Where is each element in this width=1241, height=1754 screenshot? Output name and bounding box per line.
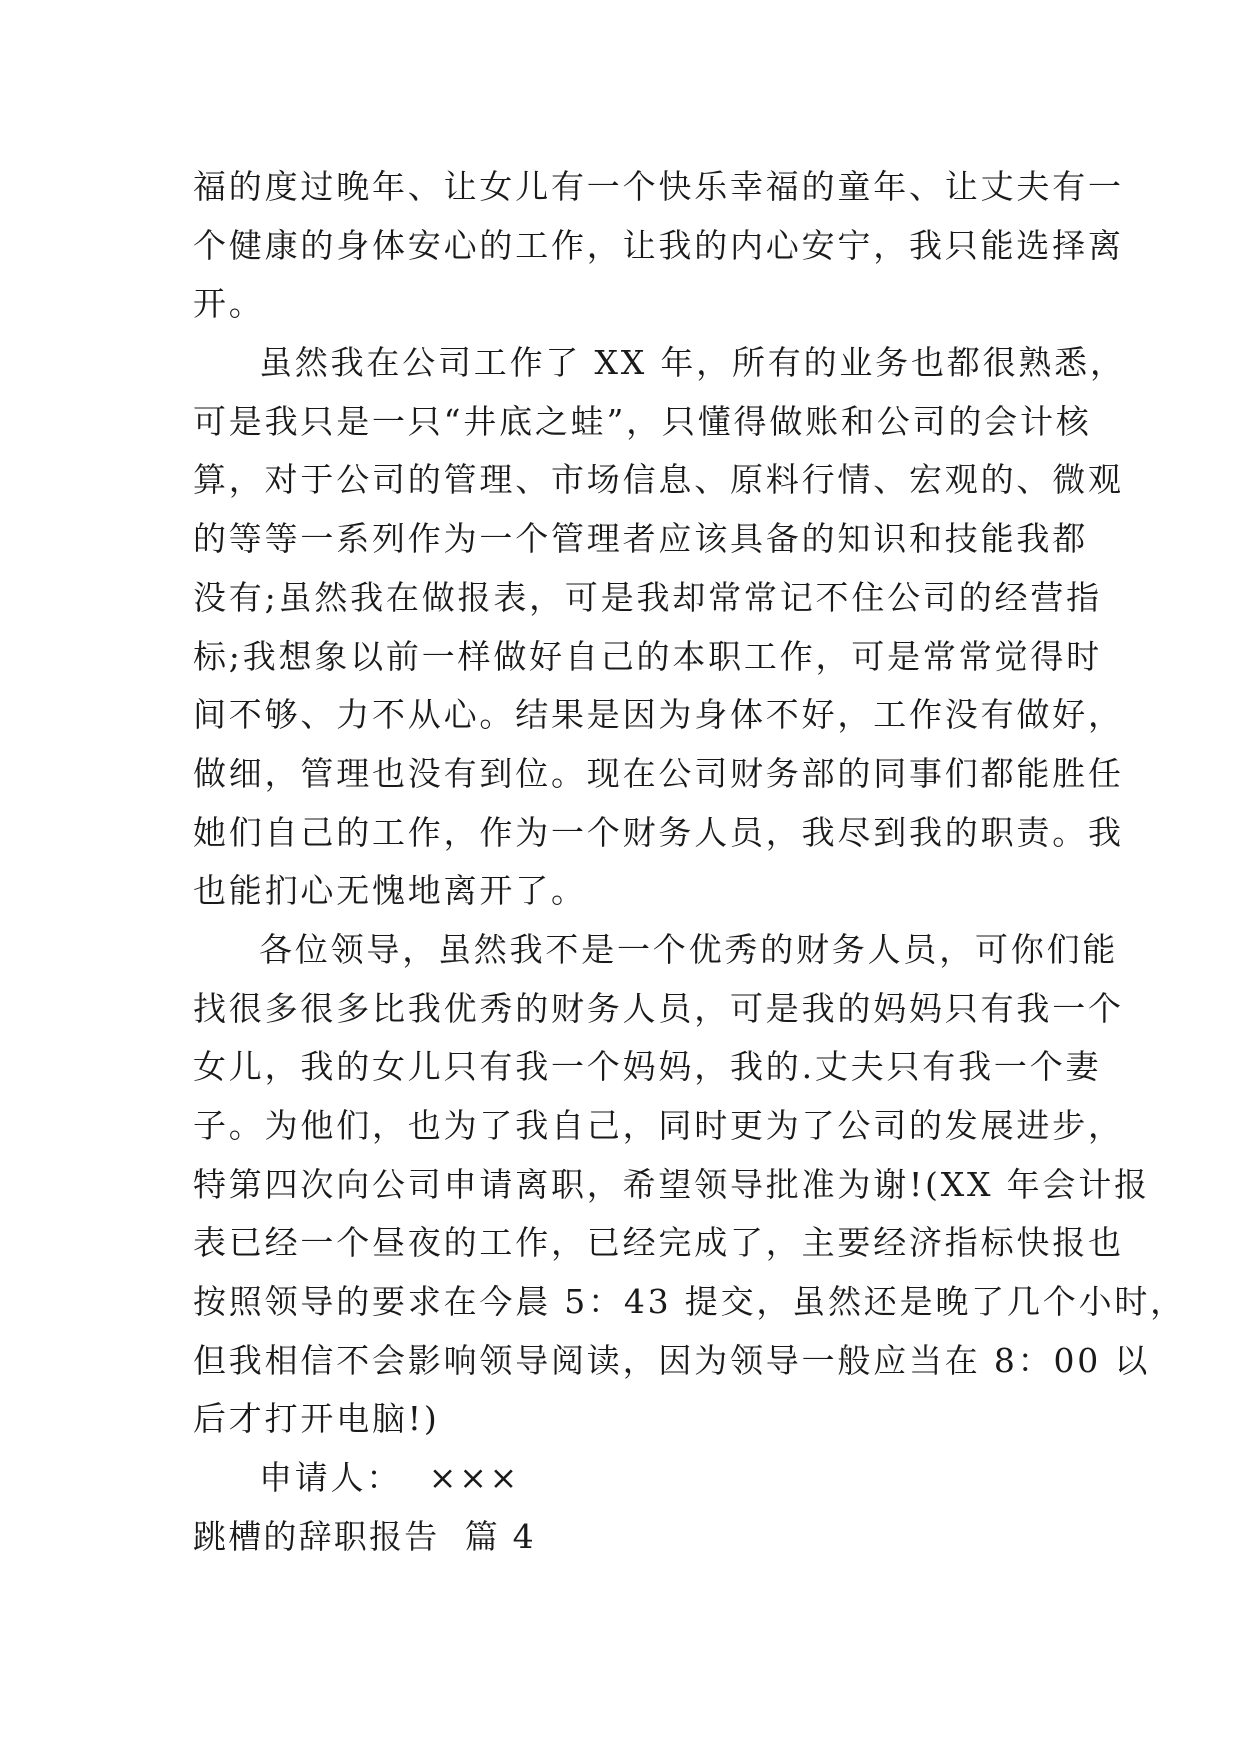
text-line: 找很多很多比我优秀的财务人员，可是我的妈妈只有我一个	[193, 988, 1124, 1028]
text-line: 特第四次向公司申请离职，希望领导批准为谢!(XX 年会计报	[193, 1164, 1150, 1204]
text-line: 也能扪心无愧地离开了。	[193, 871, 587, 911]
text-line: 表已经一个昼夜的工作，已经完成了，主要经济指标快报也	[193, 1223, 1124, 1263]
text-line: 个健康的身体安心的工作，让我的内心安宁，我只能选择离	[193, 225, 1124, 265]
text-line: 的等等一系列作为一个管理者应该具备的知识和技能我都	[193, 519, 1088, 559]
text-line: 标;我想象以前一样做好自己的本职工作，可是常常觉得时	[193, 636, 1102, 676]
text-line: 子。为他们，也为了我自己，同时更为了公司的发展进步，	[193, 1106, 1124, 1145]
document-body	[193, 158, 1186, 1567]
text-line: 间不够、力不从心。结果是因为身体不好，工作没有做好，	[193, 695, 1124, 735]
applicant-signature: 申请人： ×××	[259, 1458, 521, 1498]
text-line: 算，对于公司的管理、市场信息、原料行情、宏观的、微观	[193, 460, 1124, 500]
text-line: 没有;虽然我在做报表，可是我却常常记不住公司的经营指	[193, 577, 1102, 617]
text-line: 做细，管理也没有到位。现在公司财务部的同事们都能胜任	[193, 753, 1124, 793]
text-line: 可是我只是一只“井底之蛙”，只懂得做账和公司的会计核	[193, 401, 1092, 441]
paragraph-first-line: 各位领导，虽然我不是一个优秀的财务人员，可你们能	[259, 929, 1119, 969]
text-line: 开。	[193, 284, 265, 324]
text-line: 但我相信不会影响领导阅读，因为领导一般应当在 8：00 以	[193, 1340, 1151, 1380]
text-line: 按照领导的要求在今晨 5：43 提交，虽然还是晚了几个小时，	[193, 1282, 1186, 1322]
text-line: 女儿，我的女儿只有我一个妈妈，我的.丈夫只有我一个妻	[193, 1047, 1102, 1087]
text-line: 她们自己的工作，作为一个财务人员，我尽到我的职责。我	[193, 812, 1124, 852]
text-line: 后才打开电脑!)	[193, 1399, 440, 1439]
paragraph-first-line: 虽然我在公司工作了 XX 年，所有的业务也都很熟悉，	[259, 343, 1126, 383]
section-heading: 跳槽的辞职报告 篇 4	[193, 1516, 536, 1556]
text-line: 福的度过晚年、让女儿有一个快乐幸福的童年、让丈夫有一	[193, 167, 1124, 206]
